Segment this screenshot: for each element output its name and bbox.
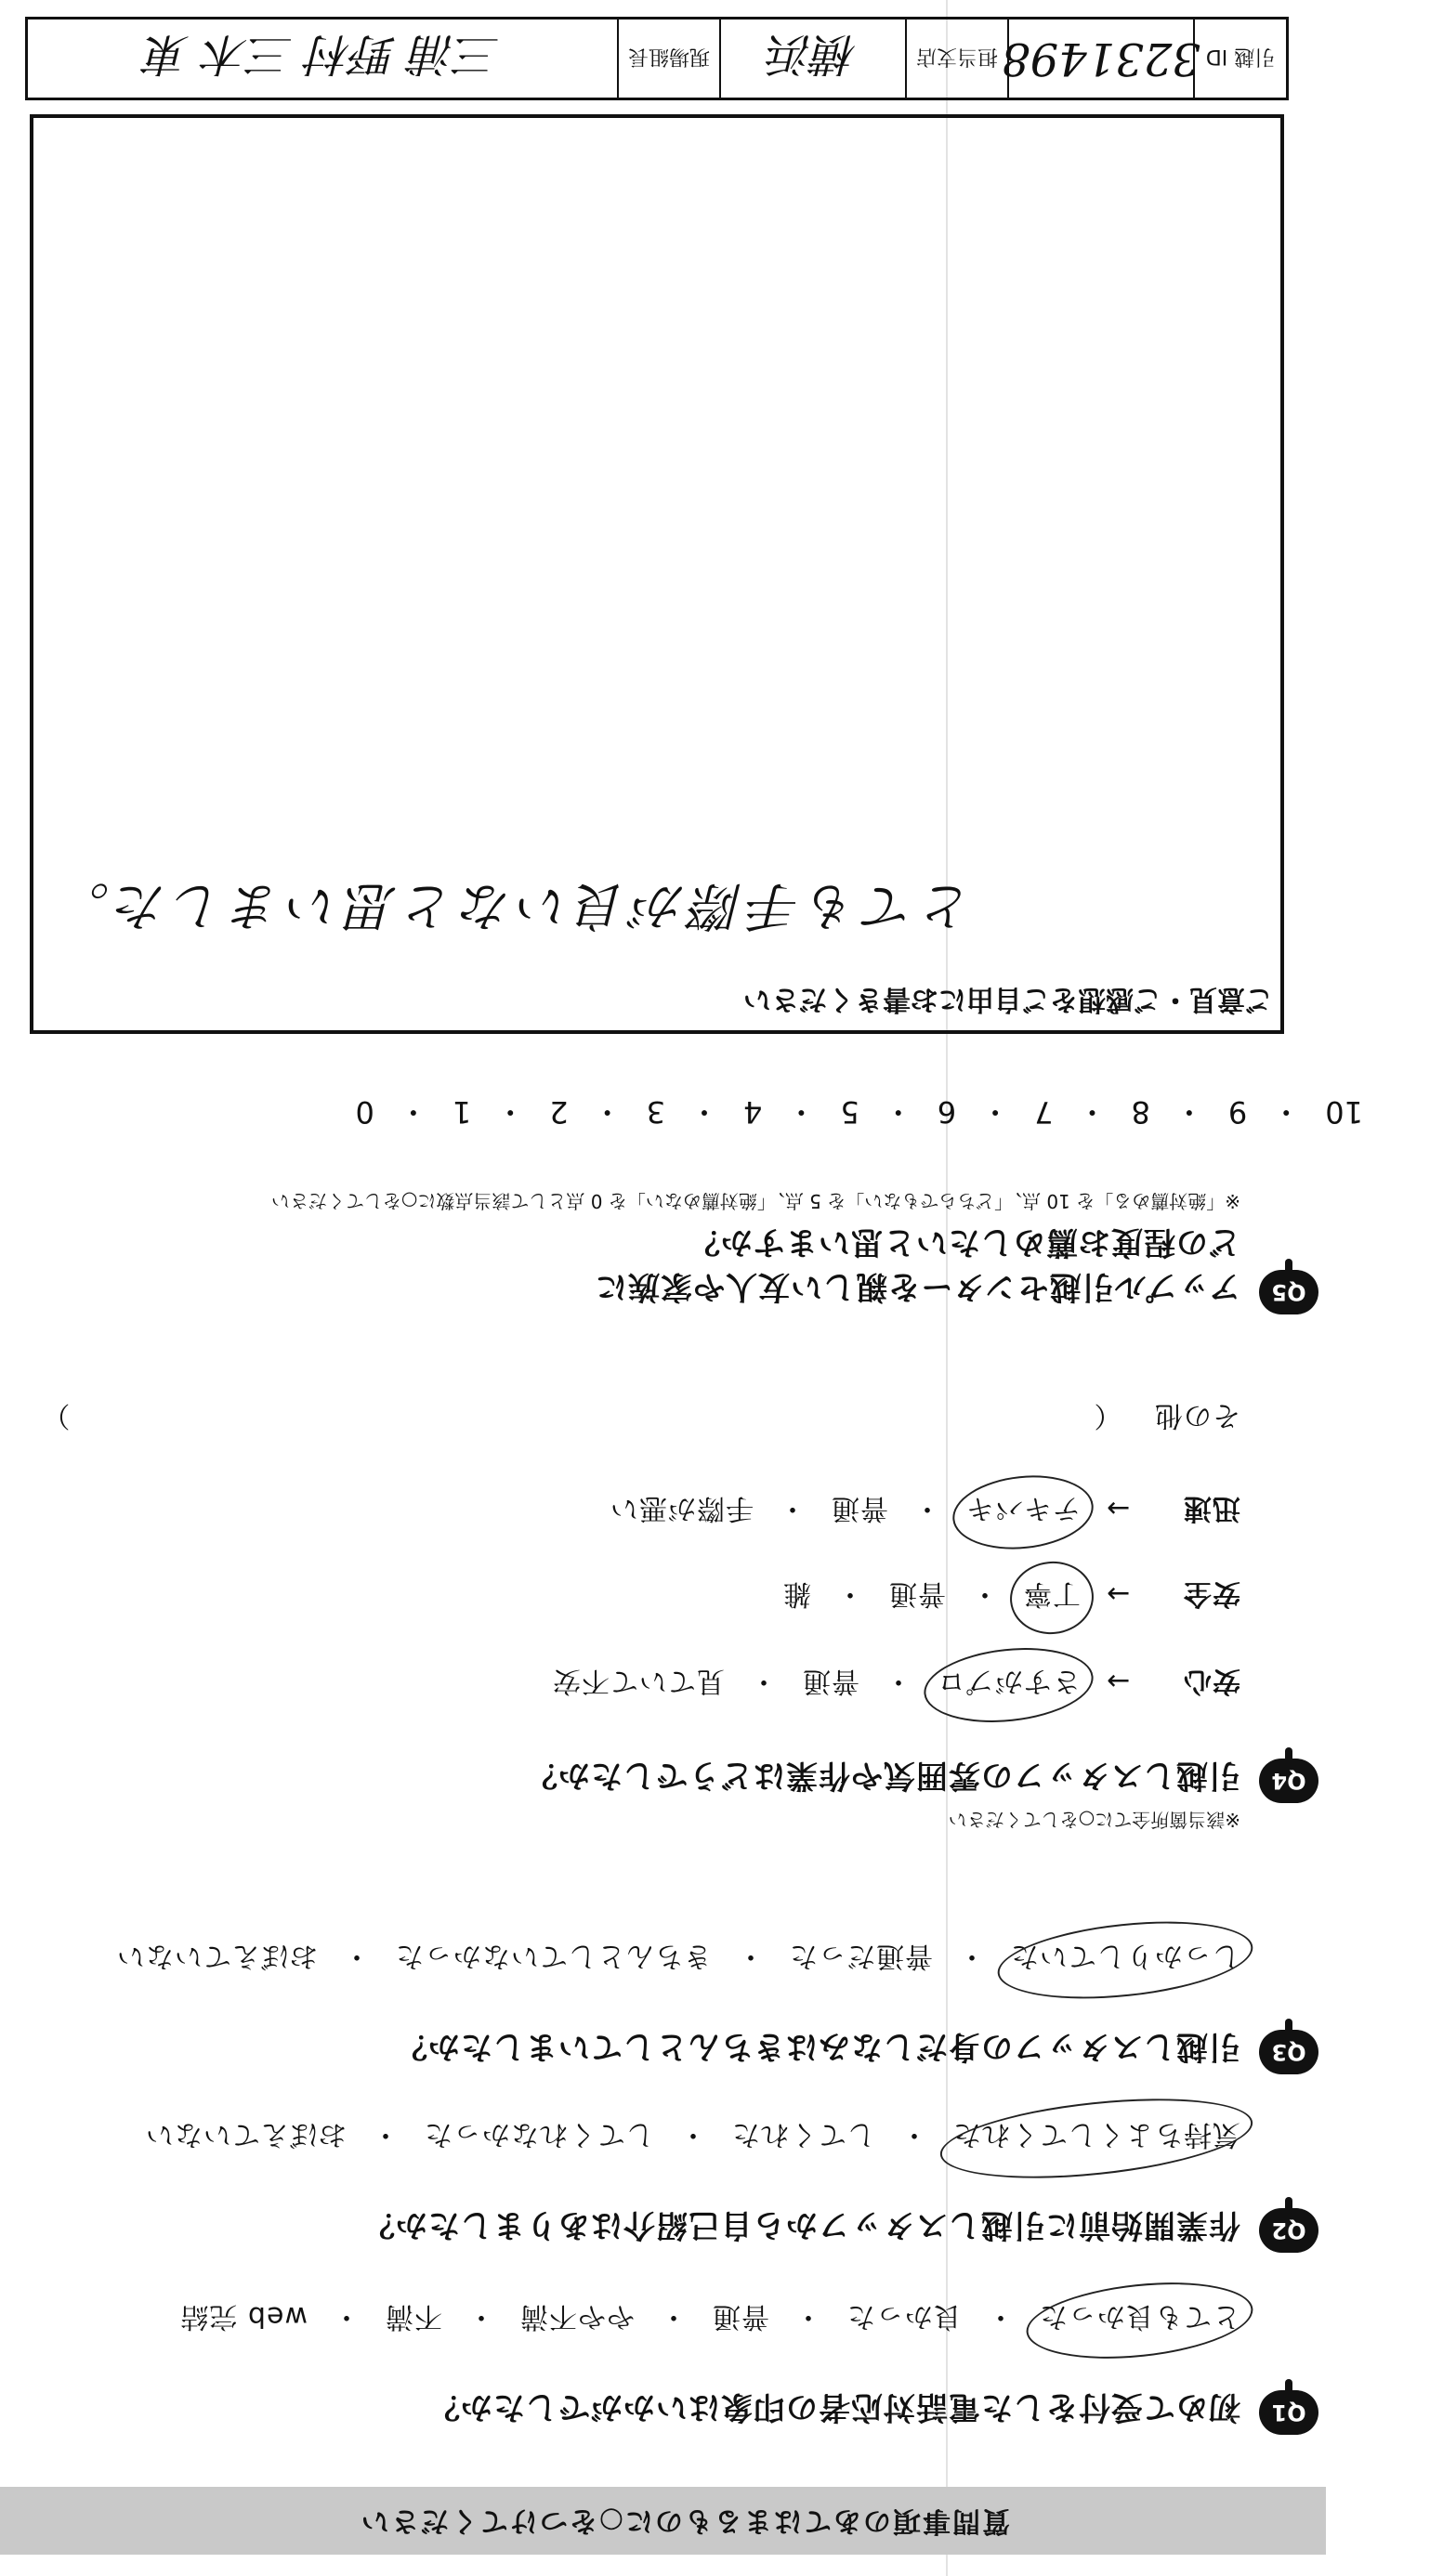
q4-row-label: 安全 <box>1183 1577 1240 1610</box>
q3-title: 引越しスタッフの身だしなみはきちんとしていましたか？ <box>395 2028 1240 2065</box>
instruction-text: 質問事項のあてはまるものに○をつけてください <box>359 2504 1010 2537</box>
comment-box[interactable] <box>30 114 1284 1034</box>
scale-point[interactable]: 3 <box>646 1094 666 1130</box>
q2-option[interactable]: してくれた <box>731 2118 875 2151</box>
scale-separator: ・ <box>398 1094 428 1130</box>
scale-point[interactable]: 6 <box>937 1094 957 1130</box>
q4-option[interactable]: 普通 <box>802 1665 859 1697</box>
q2-option[interactable]: おぼえていない <box>145 2118 347 2151</box>
id-value: 3231498 <box>1002 33 1200 85</box>
comment-title: ご意見・ご感想をご自由にお書きください <box>743 983 1273 1015</box>
scale-separator: ・ <box>883 1094 913 1130</box>
scale-separator: ・ <box>689 1094 720 1130</box>
scale-point[interactable]: 10 <box>1325 1094 1363 1130</box>
leader-value: 三浦 野村 三木 東 <box>145 28 500 81</box>
q4-other-close: ） <box>41 1399 71 1432</box>
q4-other-open: （ <box>1093 1399 1122 1432</box>
q4-other-label: その他 <box>1154 1399 1240 1432</box>
leader-label-cell <box>617 20 719 98</box>
scale-separator: ・ <box>786 1094 817 1130</box>
id-label: 引越 ID <box>1205 45 1276 69</box>
scale-point[interactable]: 0 <box>355 1094 374 1130</box>
q5-title-line2: どの程度お薦めしたいと思いますか？ <box>688 1223 1240 1261</box>
id-value-cell <box>1002 20 1200 98</box>
q2-badge: Q2 <box>1259 2208 1318 2253</box>
q3-option[interactable]: 普通だった <box>789 1940 933 1972</box>
instruction-banner <box>0 2487 1326 2555</box>
q4-badge: Q4 <box>1259 1759 1318 1803</box>
scale-separator: ・ <box>980 1094 1011 1130</box>
q4-row-anshin: 安心→さすがプロ・普通・見ていて不安 <box>552 1664 1240 1705</box>
q4-title: 引越しスタッフの雰囲気や作業はどうでしたか？ <box>525 1757 1240 1794</box>
question-1 <box>18 2300 1318 2435</box>
scale-separator: ・ <box>1271 1094 1302 1130</box>
q1-option[interactable]: 良かった <box>846 2300 962 2333</box>
scale-point[interactable]: 2 <box>549 1094 569 1130</box>
q4-row-jinsoku: 迅速→テキパキ・普通・手際が悪い <box>610 1491 1240 1532</box>
q3-option[interactable]: しっかりしていた <box>1010 1939 1240 1980</box>
leader-label: 現場組長 <box>628 45 711 69</box>
arrow-right-icon: → <box>1105 1577 1131 1610</box>
q2-option[interactable]: 気持ちよくしてくれた <box>952 2117 1240 2158</box>
q4-option[interactable]: 雑 <box>782 1577 811 1610</box>
q4-option[interactable]: 丁寧 <box>1023 1576 1081 1617</box>
scale-separator: ・ <box>1174 1094 1204 1130</box>
scale-point[interactable]: 8 <box>1131 1094 1150 1130</box>
scale-point[interactable]: 5 <box>840 1094 859 1130</box>
q3-options: しっかりしていた・普通だった・きちんとしていなかった・おぼえていない <box>116 1939 1240 1980</box>
q3-option[interactable]: おぼえていない <box>116 1940 318 1972</box>
q1-options: とても良かった・良かった・普通・やや不満・不満・web 完結 <box>179 2299 1240 2340</box>
leader-value-cell <box>28 20 617 98</box>
q2-option[interactable]: してくれなかった <box>424 2118 654 2151</box>
scale-point[interactable]: 1 <box>452 1094 472 1130</box>
q4-row-label: 迅速 <box>1183 1492 1240 1524</box>
branch-value-cell <box>719 20 905 98</box>
q1-title: 初めて受付をした電話対応者の印象はいかがでしたか？ <box>427 2388 1240 2426</box>
branch-label: 担当支店 <box>916 45 999 69</box>
id-label-cell <box>1193 20 1286 98</box>
q1-option[interactable]: やや不満 <box>519 2300 635 2333</box>
scale-point[interactable]: 9 <box>1227 1094 1248 1130</box>
arrow-right-icon: → <box>1105 1665 1131 1697</box>
branch-value: 横浜 <box>768 28 859 81</box>
question-4 <box>18 1399 1318 1831</box>
q4-option[interactable]: 手際が悪い <box>610 1492 754 1524</box>
q4-option[interactable]: 普通 <box>831 1492 888 1524</box>
footer-table <box>25 17 1289 100</box>
q4-row-anzen: 安全→丁寧・普通・雑 <box>782 1576 1240 1617</box>
q1-option[interactable]: 不満 <box>385 2300 442 2333</box>
q1-option[interactable]: 普通 <box>712 2300 769 2333</box>
scale-point[interactable]: 7 <box>1034 1094 1054 1130</box>
q4-note: ※該当箇所全てに○をしてください <box>948 1809 1240 1831</box>
scale-separator: ・ <box>1077 1094 1108 1130</box>
handwritten-comment: とても手際が良いなと思いました。 <box>52 875 974 935</box>
question-2 <box>18 2118 1318 2253</box>
scale-separator: ・ <box>592 1094 623 1130</box>
q4-option[interactable]: さすがプロ <box>937 1664 1081 1705</box>
question-3 <box>18 1940 1318 2074</box>
q3-badge: Q3 <box>1259 2030 1318 2074</box>
q4-other <box>33 1398 1240 1439</box>
q2-options: 気持ちよくしてくれた・してくれた・してくれなかった・おぼえていない <box>145 2117 1240 2158</box>
q5-badge: Q5 <box>1259 1270 1318 1314</box>
arrow-right-icon: → <box>1105 1492 1131 1524</box>
q3-option[interactable]: きちんとしていなかった <box>395 1940 712 1972</box>
question-5 <box>18 1190 1318 1314</box>
branch-label-cell <box>905 20 1007 98</box>
q4-row-label: 安心 <box>1183 1665 1240 1697</box>
scale-separator: ・ <box>495 1094 526 1130</box>
q1-option[interactable]: とても良かった <box>1039 2299 1240 2340</box>
q1-option[interactable]: web 完結 <box>179 2300 308 2333</box>
q4-option[interactable]: テキパキ <box>965 1491 1081 1532</box>
q5-scale <box>202 1092 1363 1135</box>
q4-option[interactable]: 見ていて不安 <box>552 1665 725 1697</box>
q4-option[interactable]: 普通 <box>888 1577 946 1610</box>
q2-title: 作業開始前に引越しスタッフから自己紹介はありましたか？ <box>362 2206 1240 2243</box>
scale-point[interactable]: 4 <box>743 1094 763 1130</box>
q5-note: ※「絶対薦める」を 10 点、「どちらでもない」を 5 点、「絶対薦めない」を 0 点として該当点数に○をしてください <box>270 1190 1240 1212</box>
q5-title-line1: アップル引越センターを親しい友人や家族に <box>595 1268 1240 1305</box>
q1-badge: Q1 <box>1259 2390 1318 2435</box>
